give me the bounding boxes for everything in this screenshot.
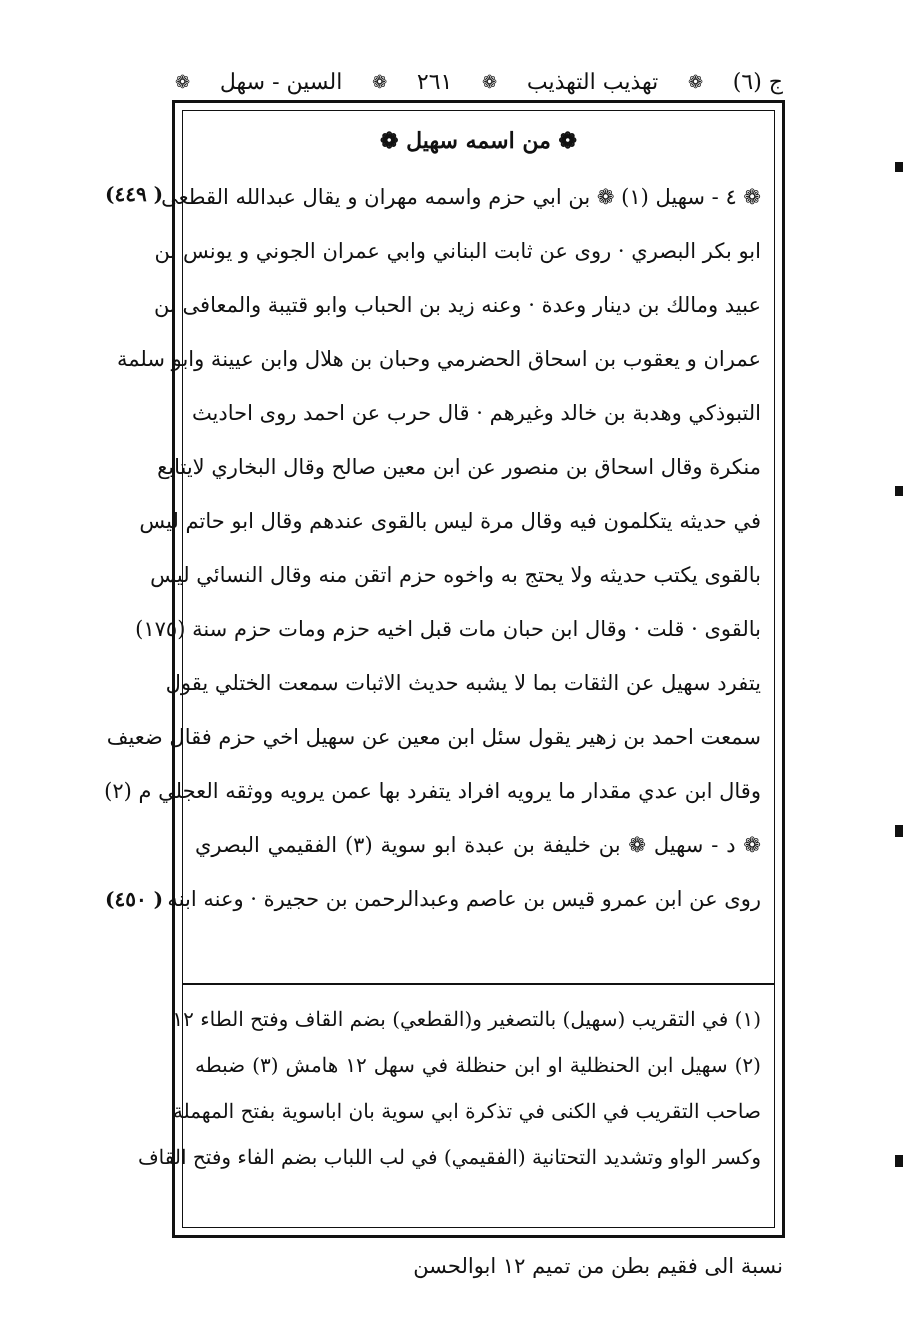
ornament-icon: ❁ xyxy=(372,71,388,93)
text-line: بالقوى يكتب حديثه ولا يحتج به واخوه حزم اتقن منه وقال النسائي ليس xyxy=(150,563,761,587)
text-line: سمعت احمد بن زهير يقول سئل ابن معين عن سهيل اخي حزم فقال ضعيف xyxy=(106,725,761,749)
text-line: وقال ابن عدي مقدار ما يرويه افراد يتفرد بها عمن يرويه ووثقه العجلي م (٢) xyxy=(104,779,761,803)
text-line: ابو بكر البصري · روى عن ثابت البناني وابي عمران الجوني و يونس بن xyxy=(154,239,761,263)
footnote-line: (١) في التقريب (سهيل) بالتصغير و(القطعي) بضم القاف وفتح الطاء ١٢ xyxy=(172,1007,761,1031)
footnotes xyxy=(137,996,761,1180)
scan-edge-mark xyxy=(895,1155,903,1167)
text-line: منكرة وقال اسحاق بن منصور عن ابن معين صالح وقال البخاري لايتابع xyxy=(157,455,761,479)
text-line: يتفرد سهيل عن الثقات بما لا يشبه حديث الاثبات سمعت الختلي يقول xyxy=(165,671,761,695)
section-label: السين - سهل xyxy=(219,69,343,95)
text-line: ❁ ٤ - سهيل (١) ❁ بن ابي حزم واسمه مهران و يقال عبدالله القطعى xyxy=(161,185,761,209)
text-line: عمران و يعقوب بن اسحاق الحضرمي وحبان بن هلال وابن عيينة وابو سلمة xyxy=(116,347,761,371)
book-title: تهذيب التهذيب xyxy=(526,69,659,95)
volume-label: ج (٦) xyxy=(732,69,783,95)
margin-entry-number: ( ٤٤٩) xyxy=(105,182,164,206)
scan-edge-mark xyxy=(895,162,903,172)
footnote-divider xyxy=(182,983,775,985)
scan-edge-mark xyxy=(895,825,903,837)
text-line: عبيد ومالك بن دينار وعدة · وعنه زيد بن الحباب وابو قتيبة والمعافى بن xyxy=(154,293,761,317)
footnote-line: (٢) سهيل ابن الحنظلية او ابن حنظلة في سهل ١٢ هامش (٣) ضبطه xyxy=(195,1053,761,1077)
text-line: روى عن ابن عمرو قيس بن عاصم وعبدالرحمن بن حجيرة · وعنه ابنه xyxy=(167,887,761,911)
footnote-line: وكسر الواو وتشديد التحتانية (الفقيمي) في لب اللباب بضم الفاء وفتح القاف xyxy=(137,1145,761,1169)
running-header xyxy=(175,62,783,102)
margin-entry-number: ( ٤٥٠) xyxy=(105,887,164,911)
footnote-line: صاحب التقريب في الكنى في تذكرة ابي سوية بان اباسوية بفتح المهملة xyxy=(172,1099,761,1123)
ornament-icon: ❁ xyxy=(482,71,498,93)
text-line: ❁ د - سهيل ❁ بن خليفة بن عبدة ابو سوية (٣) الفقيمي البصري xyxy=(195,833,761,857)
ornament-icon: ❁ xyxy=(687,71,704,93)
page-number: ٢٦١ xyxy=(416,69,453,95)
footnote-continuation: نسبة الى فقيم بطن من تميم ١٢ ابوالحسن xyxy=(413,1254,783,1278)
text-line: بالقوى · قلت · وقال ابن حبان مات قبل اخيه حزم ومات حزم سنة (١٧٥) xyxy=(135,617,761,641)
scan-edge-mark xyxy=(895,486,903,496)
text-line: في حديثه يتكلمون فيه وقال مرة ليس بالقوى عندهم وقال ابو حاتم ليس xyxy=(139,509,761,533)
section-title: ❁ من اسمه سهيل ❁ xyxy=(380,128,577,154)
ornament-icon: ❁ xyxy=(175,71,191,93)
text-line: التبوذكي وهدبة بن خالد وغيرهم · قال حرب عن احمد روى احاديث xyxy=(191,401,761,425)
